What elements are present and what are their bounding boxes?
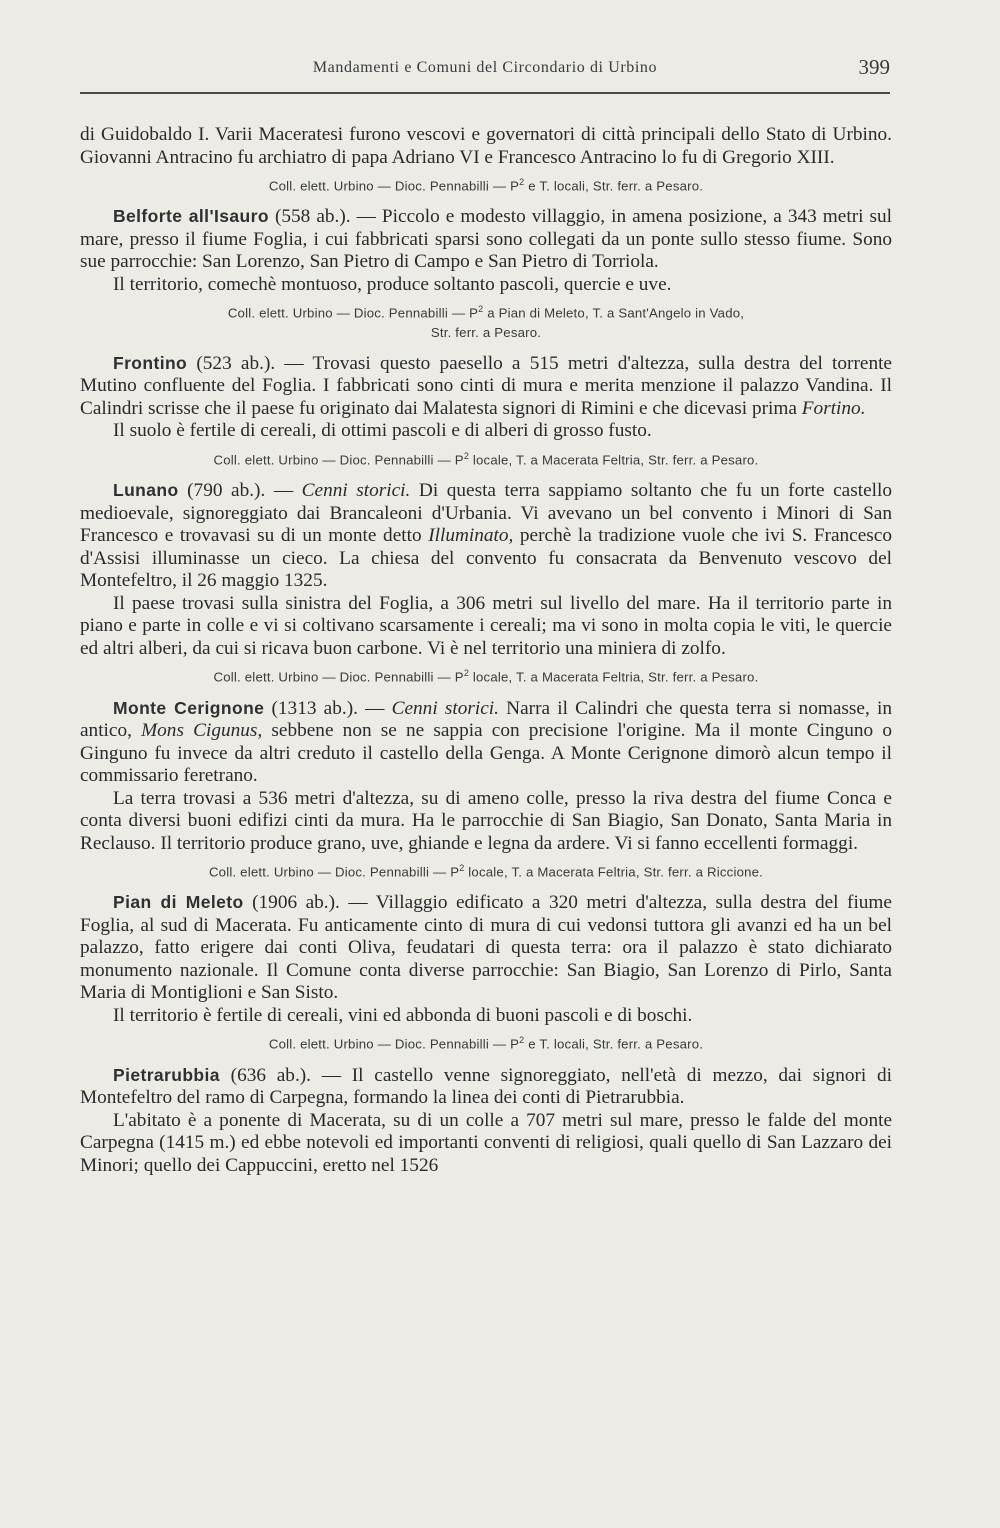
running-header xyxy=(80,55,890,89)
entry-meta: Coll. elett. Urbino — Dioc. Pennabilli — $P^2$ e T. locali, Str. ferr. a Pesaro. xyxy=(268,1035,704,1052)
page-number: 399 xyxy=(858,55,890,79)
entry-heading: Monte Cerignone xyxy=(113,697,265,718)
entry-paragraph: Monte Cerignone (1313 ab.). — Cenni storici. Narra il Calindri che questa terra si nomasse, in antico, Mons Cigunus, sebbene non se ne sappia con precisione l'origine. Ma il monte Cinguno o Ginguno fu invece da altri creduto il castello della Genga. A Monte Cerignone dimorò alcun tempo il commissario feretrano. xyxy=(80,697,892,787)
entry-paragraph: Il paese trovasi sulla sinistra del Foglia, a 306 metri sul livello del mare. Ha il territorio parte in piano e parte in colle e vi si coltivano scarsamente i cereali; ma vi sono in molta copia le viti, le quercie ed altri alberi, da cui si ricava buon carbone. Vi è nel territorio una miniera di zolfo. xyxy=(80,592,892,659)
entry-paragraph: Il territorio è fertile di cereali, vini ed abbonda di buoni pascoli e di boschi. xyxy=(113,1004,693,1026)
entry-paragraph: Il suolo è fertile di cereali, di ottimi pascoli e di alberi di grosso fusto. xyxy=(113,420,652,442)
entry-frontino xyxy=(80,352,892,469)
entry-heading: Lunano xyxy=(113,480,179,501)
intro-meta: Coll. elett. Urbino — Dioc. Pennabilli — $P^2$ e T. locali, Str. ferr. a Pesaro. xyxy=(268,177,704,194)
entry-lunano xyxy=(80,479,892,686)
entry-meta: Coll. elett. Urbino — Dioc. Pennabilli — $P^2$ locale, T. a Macerata Feltria, Str. ferr. a Riccione. xyxy=(208,863,764,880)
intro-paragraph: di Guidobaldo I. Varii Maceratesi furono vescovi e governatori di città principali dello Stato di Urbino. Giovanni Antracino fu archiatro di papa Adriano VI e Francesco Antracino lo fu di Gregorio XIII. xyxy=(80,124,892,168)
entry-paragraph: L'abitato è a ponente di Macerata, su di un colle a 707 metri sul mare, presso le falde del monte Carpegna (1415 m.) ed ebbe notevoli ed importanti conventi di religiosi, quali quello di San Lazzaro dei Minori; quello dei Cappuccini, eretto nel 1526 xyxy=(80,1109,892,1176)
entry-meta: Coll. elett. Urbino — Dioc. Pennabilli — $P^2$ a Pian di Meleto, T. a Sant'Angelo in Vado, Str. ferr. a Pesaro. xyxy=(227,304,745,340)
entry-heading: Pian di Meleto xyxy=(113,892,244,913)
page-body xyxy=(80,124,892,1177)
entry-pian-di-meleto xyxy=(80,891,892,1053)
running-title: Mandamenti e Comuni del Circondario di Urbino xyxy=(312,59,658,76)
entry-monte-cerignone xyxy=(80,697,892,882)
entry-paragraph: Pietrarubbia (636 ab.). — Il castello venne signoreggiato, nell'età di mezzo, dai signori di Montefeltro del ramo di Carpegna, formando la linea dei conti di Pietrarubbia. xyxy=(80,1064,892,1109)
entry-meta: Coll. elett. Urbino — Dioc. Pennabilli — $P^2$ locale, T. a Macerata Feltria, Str. ferr. a Pesaro. xyxy=(213,450,759,468)
entry-pietrarubbia xyxy=(80,1064,892,1178)
entry-paragraph: Il territorio, comechè montuoso, produce soltanto pascoli, quercie e uve. xyxy=(113,273,672,295)
entry-belforte xyxy=(80,205,892,341)
header-rule xyxy=(80,92,890,94)
entry-heading: Belforte all'Isauro xyxy=(113,206,269,227)
entry-paragraph: Frontino (523 ab.). — Trovasi questo paesello a 515 metri d'altezza, sulla destra del torrente Mutino confluente del Foglia. I fabbricati sono cinti di mura e merita menzione il palazzo Vandina. Il Calindri scrisse che il paese fu originato dai Malatesta signori di Rimini e che dicevasi prima Fortino. xyxy=(80,352,892,419)
entry-heading: Frontino xyxy=(113,352,188,373)
entry-paragraph: Pian di Meleto (1906 ab.). — Villaggio edificato a 320 metri d'altezza, sulla destra del fiume Foglia, al sud di Macerata. Fu anticamente cinto di mura di cui vedonsi tuttora gli avanzi ed ha un bel palazzo, fatto erigere dai conti Oliva, feudatari di questa terra: ora il palazzo è stato dichiarato monumento nazionale. Il Comune conta diverse parrocchie: San Biagio, San Lorenzo di Pirlo, Santa Maria di Montiglioni e San Sisto. xyxy=(80,892,892,1004)
entry-heading: Pietrarubbia xyxy=(113,1064,220,1085)
entry-meta: Coll. elett. Urbino — Dioc. Pennabilli — $P^2$ locale, T. a Macerata Feltria, Str. ferr. a Pesaro. xyxy=(213,668,759,685)
entry-paragraph: Belforte all'Isauro (558 ab.). — Piccolo e modesto villaggio, in amena posizione, a 343 metri sul mare, presso il fiume Foglia, i cui fabbricati sparsi sono collegati da un ponte sullo stesso fiume. Sono sue parrocchie: San Lorenzo, San Pietro di Campo e San Pietro di Torriola. xyxy=(80,206,893,273)
entry-paragraph: La terra trovasi a 536 metri d'altezza, su di ameno colle, presso la riva destra del fiume Conca e conta diversi buoni edifizi cinti da mura. Ha le parrocchie di San Biagio, San Donato, Santa Maria in Reclauso. Il territorio produce grano, uve, ghiande e legna da ardere. Vi si fanno eccellenti formaggi. xyxy=(80,787,892,854)
entry-paragraph: Lunano (790 ab.). — Cenni storici. Di questa terra sappiamo soltanto che fu un forte castello medioevale, signoreggiato dai Brancaleoni d'Urbania. Vi avevano un bel convento i Minori di San Francesco e trovavasi su di un monte detto Illuminato, perchè la tradizione vuole che ivi S. Francesco d'Assisi illuminasse un cieco. La chiesa del convento fu consacrata da Benvenuto vescovo del Montefeltro, il 26 maggio 1325. xyxy=(80,480,892,592)
